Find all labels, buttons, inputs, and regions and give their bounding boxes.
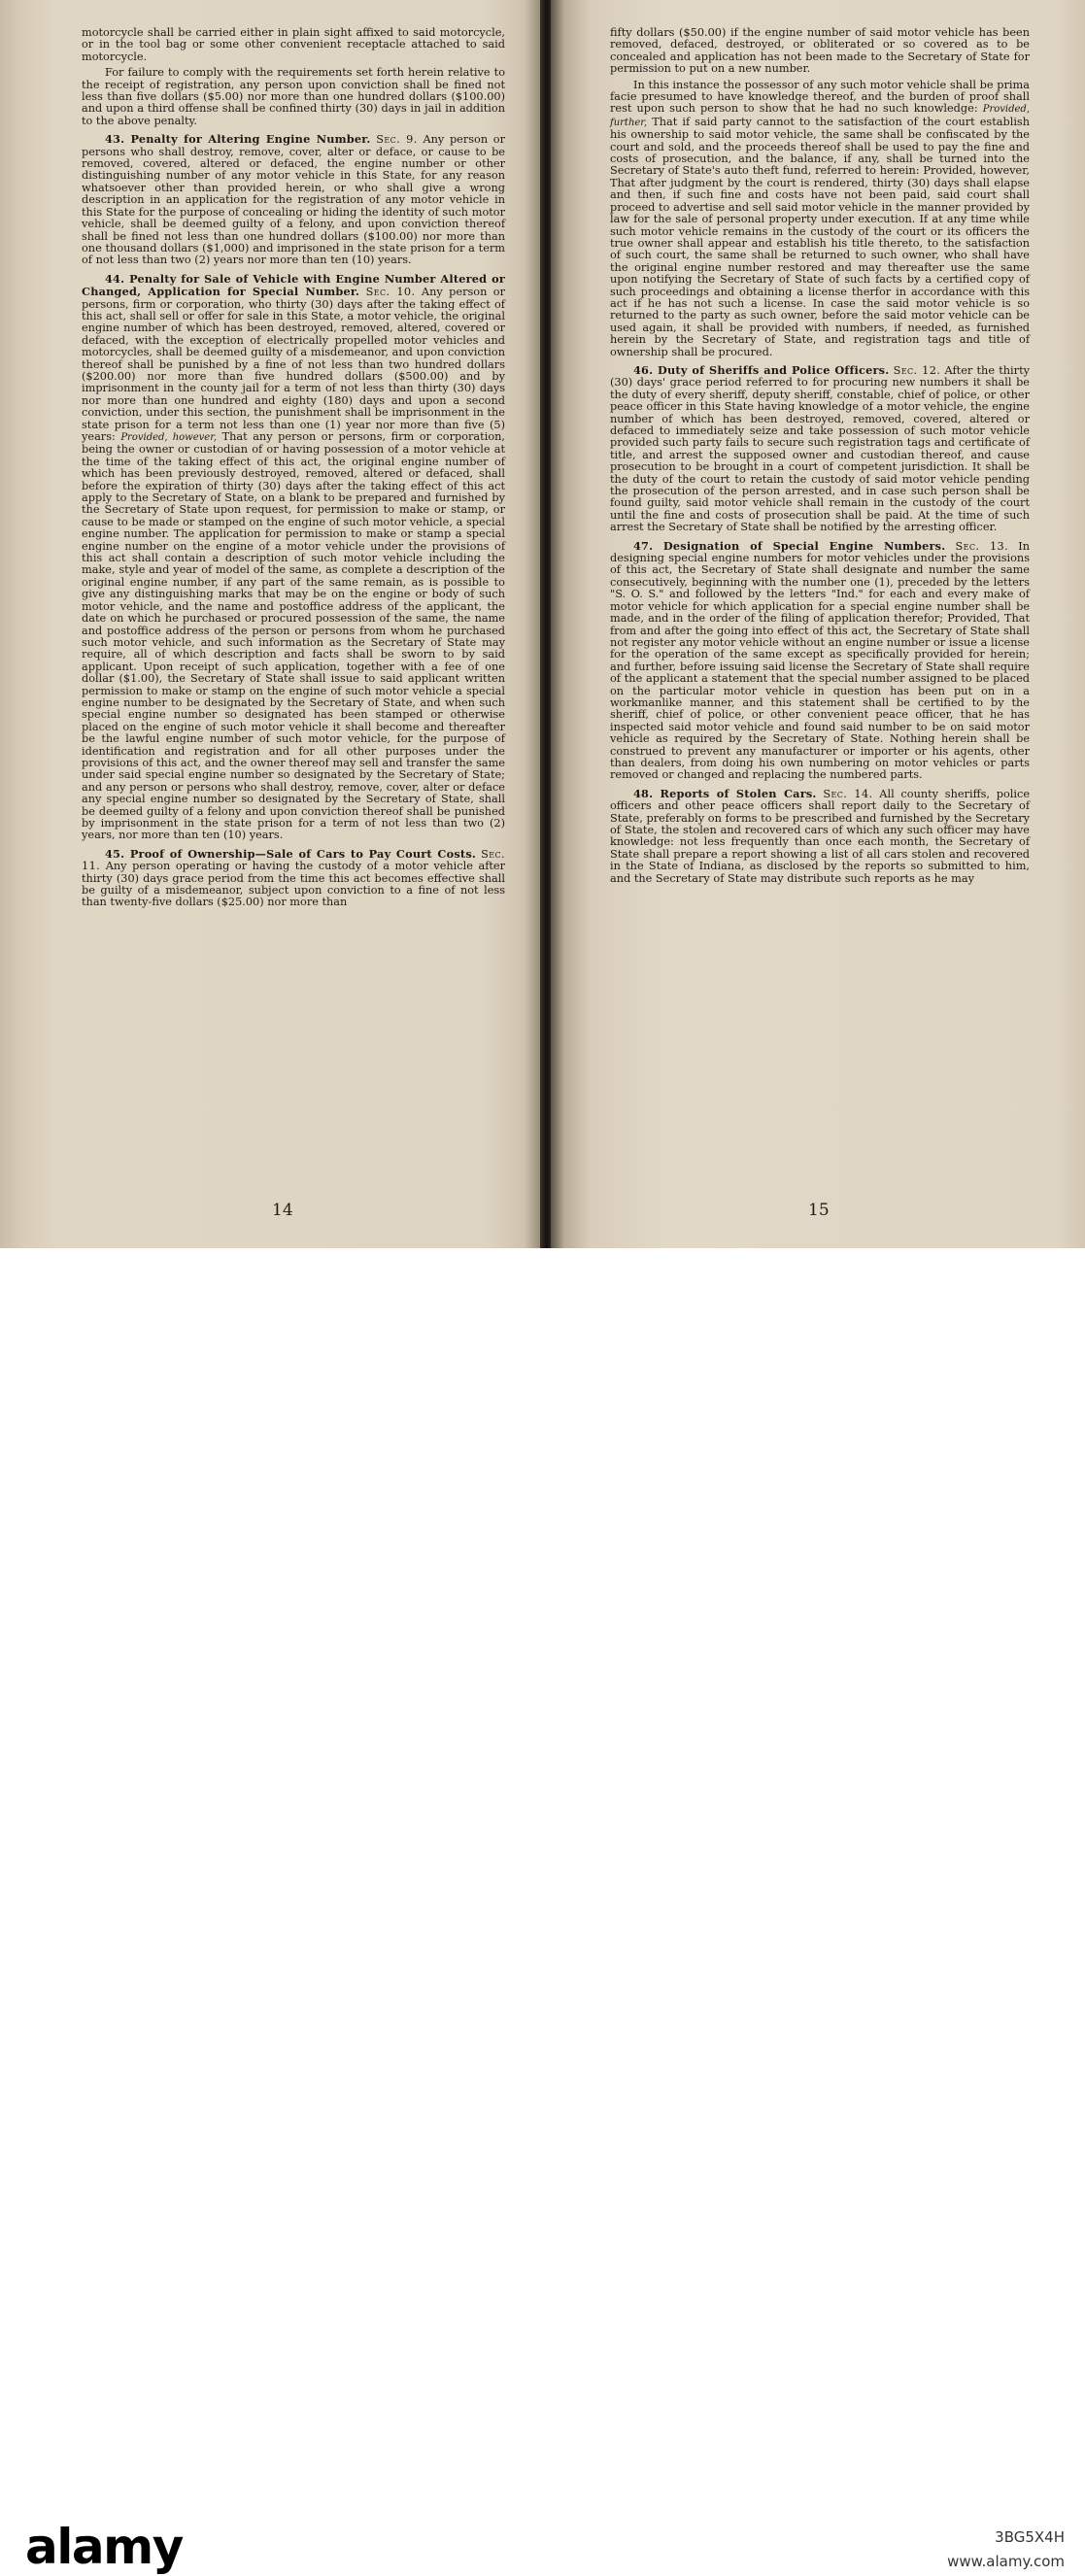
- paragraph: [82, 27, 505, 63]
- paragraph-text: After the thirty (30) days' grace period referred to for procuring new numbers it shall be the duty of every sheriff, deputy sheriff, constable, chief of police, or other peace officer in this State having knowledge of a motor vehicle, the engine number of which has been destroyed, removed, covered, altered or defaced to immediately seize and take possession of such motor vehicle provided such party fails to secure such registration tags and certificate of title, and arrest the supposed owner and custodian thereof, and cause prosecution to be brought in a court of competent jurisdiction. It shall be the duty of the court to retain the custody of said motor vehicle pending the prosecution of the person arrested, and in case such person shall be found guilty, said motor vehicle shall remain in the custody of the court until the fine and costs of prosecution shall be paid. At the time of such arrest the Secretary of State shall be notified by the arresting officer.: [610, 363, 1030, 534]
- section-paragraph: [82, 848, 505, 909]
- paragraph-text: Any person or persons who shall destroy, remove, cover, alter or deface, or cause to be removed, covered, altered or defaced, the engine number or other distinguishing number of any motor vehicle in this State, for any reason whatsoever other than provided herein, or who shall give a wrong description in an application for the registration of any motor vehicle in this State for the purpose of concealing or hiding the identity of such motor vehicle, shall be deemed guilty of a felony, and upon conviction thereof shall be fined not less than one hundred dollars ($100.00) nor more than one thousand dollars ($1,000) and imprisoned in the state prison for a term of not less than two (2) years nor more than ten (10) years.: [82, 133, 506, 267]
- paragraph-text: All county sheriffs, police officers and other peace officers shall report daily to the Secretary of State, preferably on forms to be prescribed and furnished by the Secretary of State, the stolen and recovered cars of which any such officer may have knowledge: not less frequently than once each month, the Secretary of State shall prepare a report showing a list of all cars stolen and recovered in the State of Indiana, as disclosed by the reports so submitted to him, and the Secretary of State may distribute such reports as he may: [610, 787, 1031, 885]
- paragraph: [610, 27, 1030, 76]
- paragraph: [610, 80, 1030, 358]
- paragraph-text-continued: That if said party cannot to the satisfaction of the court establish his ownership to said motor vehicle, the same shall be confiscated by the court and sold, and the proceeds thereof shall be used to pay the fine and costs of prosecution, and the balance, if any, shall be turned into the Secretary of State's auto theft fund, referred to herein: Provided, however, That after judgment by the court is rendered, thirty (30) days shall elapse and then, if such fine and costs have not been paid, said court shall proceed to advertise and sell said motor vehicle in the manner provided by law for the sale of personal property under execution. If at any time while such motor vehicle remains in the custody of the court or its officers the true owner shall appear and establish his title thereto, to the satisfaction of such court, the same shall be returned to such owner, who shall have the original engine number restored and may thereafter use the same upon notifying the Secretary of State of such facts by a certified copy of such proceedings and obtaining a license therfor in accordance with this act if he has not such a license. In case the said motor vehicle is so returned to the party as such owner, before the said motor vehicle can be used again, it shall be provided with numbers, if needed, as furnished herein by the Secretary of State, and registration tags and title of ownership shall be procured.: [610, 115, 1031, 358]
- section-heading: 48. Reports of Stolen Cars.: [633, 786, 817, 800]
- section-number: Sec. 12.: [893, 363, 941, 377]
- section-paragraph: [610, 788, 1030, 885]
- section-number: Sec. 11.: [82, 847, 505, 873]
- left-page: [0, 0, 544, 1248]
- section-number: Sec. 10.: [365, 286, 416, 299]
- paragraph-text: In this instance the possessor of any such motor vehicle shall be prima facie presumed to have knowledge thereof, and the burden of proof shall rest upon such person to show that he had no such knowledge:: [610, 78, 1030, 116]
- image-id-text: 3BG5X4H: [995, 2528, 1065, 2546]
- section-paragraph: [82, 273, 505, 842]
- section-heading: 43. Penalty for Altering Engine Number.: [105, 132, 371, 147]
- section-heading: 44. Penalty for Sale of Vehicle with Engine Number Altered or Changed, Application for Special Number.: [82, 271, 505, 299]
- left-page-text-column: [82, 27, 505, 913]
- paragraph-text-continued: That any person or persons, firm or corporation, being the owner or custodian of or having possession of a motor vehicle at the time of the taking effect of this act, the original engine number of which has been previously destroyed, removed, altered or defaced, shall before the expiration of thirty (30) days after the taking effect of this act apply to the Secretary of State, on a blank to be prepared and furnished by the Secretary of State upon request, for permission to make or stamp, or cause to be made or stamped on the engine of such motor vehicle, a special engine number. The application for permission to make or stamp a special engine number on the engine of a motor vehicle under the provisions of this act shall contain a description of such motor vehicle including the make, style and year of model of the same, as complete a description of the original engine number, if any part of the same remain, as is possible to give any distinguishing marks that may be on the engine or body of such motor vehicle, and the name and postoffice address of the applicant, the date on which he purchased or procured possession of the same, the name and postoffice address of the person or persons from whom he purchased such motor vehicle, and such information as the Secretary of State may require, all of which description and facts shall be sworn to by said applicant. Upon receipt of such application, together with a fee of one dollar ($1.00), the Secretary of State shall issue to said applicant written permission to make or stamp on the engine of such motor vehicle a special engine number to be designated by the Secretary of State, and when such special engine number so designated has been stamped or otherwise placed on the engine of such motor vehicle it shall become and thereafter be the lawful engine number of such motor vehicle, for the purpose of identification and registration and for all other purposes under the provisions of this act, and the owner thereof may sell and transfer the same under said special engine number so designated by the Secretary of State; and any person or persons who shall destroy, remove, cover, alter or deface any special engine number so designated by the Secretary of State, shall be deemed guilty of a felony and upon conviction thereof shall be punished by imprisonment in the state prison for a term of not less than two (2) years, nor more than ten (10) years.: [82, 430, 505, 842]
- site-url-text: www.alamy.com: [947, 2553, 1065, 2570]
- book-scan: [0, 0, 1085, 1248]
- section-heading: 46. Duty of Sheriffs and Police Officers.: [633, 362, 890, 377]
- page-number: 14: [272, 1201, 293, 1220]
- paragraph-text: Any person or persons, firm or corporation, who thirty (30) days after the taking effect of this act, shall sell or offer for sale in this State, a motor vehicle, the original engine number of which has been destroyed, removed, altered, covered or defaced, with the exception of electrically propelled motor vehicles and motorcycles, shall be deemed guilty of a misdemeanor, and upon conviction thereof shall be punished by a fine of not less than two hundred dollars ($200.00) nor more than five hundred dollars ($500.00) and by imprisonment in the county jail for a term of not less than thirty (30) days nor more than one hundred and eighty (180) days and upon a second conviction, under this section, the punishment shall be imprisonment in the state prison for a term not less than one (1) year nor more than five (5) years:: [82, 286, 505, 443]
- paragraph-text: Any person operating or having the custody of a motor vehicle after thirty (30) days grace period from the time this act becomes effective shall be guilty of a misdemeanor, subject upon conviction to a fine of not less than twenty-five dollars ($25.00) nor more than: [82, 860, 506, 909]
- section-number: Sec. 13.: [955, 539, 1009, 553]
- proviso-italic: Provided, further,: [610, 104, 1030, 128]
- section-heading: 45. Proof of Ownership—Sale of Cars to Pay Court Costs.: [105, 846, 477, 861]
- section-paragraph: [610, 540, 1030, 782]
- right-page-text-column: [610, 27, 1030, 889]
- paragraph-text: In designing special engine numbers for motor vehicles under the provisions of this act, the Secretary of State shall designate and number the same consecutively, beginning with the number one (1), preceded by the letters "S. O. S." and followed by the letters "Ind." for each and every make of motor vehicle for which application for a special engine number shall be made, and in the order of the filing of application therefor; Provided, That from and after the going into effect of this act, the Secretary of State shall not register any motor vehicle without an engine number or issue a license for the operation of the same except as specifically provided for herein; and further, before issuing said license the Secretary of State shall require of the applicant a statement that the special number assigned to be placed on the particular motor vehicle in question has been put on in a workmanlike manner, and this statement shall be certified to by the sheriff, chief of police, or other convenient peace officer, that he has inspected said motor vehicle and found said number to be on said motor vehicle as required by the Secretary of State. Nothing herein shall be construed to prevent any manufacturer or importer or his agents, other than dealers, from doing his own numbering on motor vehicles or parts removed or changed and replacing the numbered parts.: [610, 539, 1031, 782]
- section-paragraph: [82, 133, 505, 266]
- paragraph-text: fifty dollars ($50.00) if the engine number of said motor vehicle has been removed, defaced, destroyed, or obliterated or so covered as to be concealed and application has not been made to the Secretary of State for permission to put on a new number.: [610, 26, 1030, 76]
- right-page: [551, 0, 1085, 1248]
- paragraph-text: For failure to comply with the requirements set forth herein relative to the receipt of registration, any person upon conviction shall be fined not less than five dollars ($5.00) nor more than one hundred dollars ($100.00) and upon a third offense shall be confined thirty (30) days in jail in addition to the above penalty.: [82, 66, 505, 127]
- section-heading: 47. Designation of Special Engine Numbers.: [633, 538, 946, 553]
- paragraph-text: motorcycle shall be carried either in plain sight affixed to said motorcycle, or in the tool bag or some other convenient receptacle attached to said motorcycle.: [82, 26, 505, 63]
- section-number: Sec. 14.: [823, 787, 873, 800]
- section-number: Sec. 9.: [376, 133, 418, 147]
- page-number: 15: [808, 1201, 830, 1220]
- watermark-footer: [0, 1248, 1085, 2575]
- proviso-italic: Provided, however,: [120, 432, 218, 443]
- paragraph: [82, 67, 505, 127]
- alamy-logo: alamy: [25, 2519, 183, 2575]
- section-paragraph: [610, 364, 1030, 534]
